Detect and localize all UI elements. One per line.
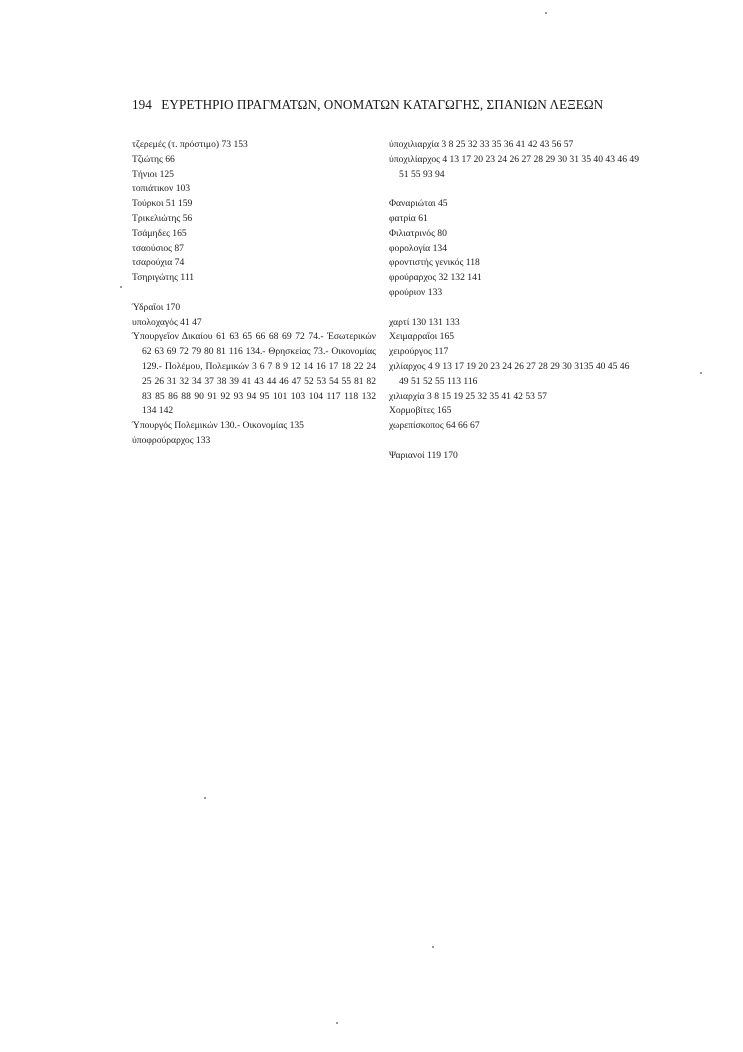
index-entry: Ύπουργεΐον Δικαίου 61 63 65 66 68 69 72 74.- Έσωτερικών 62 63 69 72 79 80 81 116 134.- Θρησκείας 73.- Οικονομίας 129.- Πολέμου, Πολεμικών 3 6 7 8 9 12 14 16 17 18 22 24 25 26 31 32 34 37 38 39 41 43 44 46 47 52 53 54 55 81 82 83 85 86 88 90 91 92 93 94 95 101 103 104 117 118 132 134 142 [132, 331, 376, 417]
index-entry: τσαρούχια 74 [132, 257, 185, 269]
group-spacer [389, 434, 641, 449]
index-entry: φορολογία 134 [389, 242, 448, 254]
scan-speck [700, 372, 702, 374]
index-entry: ύποχιλιαρχία 3 8 25 32 33 35 36 41 42 43 56 57 [389, 139, 574, 150]
index-entry: τσαούσιος 87 [132, 242, 184, 254]
index-entry: Τήνιοι 125 [132, 168, 174, 180]
index-entry: ύποφρούραρχος 133 [132, 434, 211, 446]
index-entry: Χειμαρραΐοι 165 [389, 331, 455, 343]
index-entry: φρούριον 133 [389, 286, 443, 298]
index-entry: Χορμοβίτες 165 [389, 405, 452, 417]
index-entry: Τρικελιώτης 56 [132, 212, 193, 224]
group-spacer [132, 286, 376, 301]
page-number: 194 [132, 97, 152, 112]
index-entry: Τσάμηδες 165 [132, 227, 187, 239]
scan-speck [432, 946, 434, 948]
group-spacer [389, 182, 641, 197]
scan-speck [545, 12, 547, 14]
index-entry: φατρία 61 [389, 212, 428, 224]
index-entry: χωρεπίσκοπος 64 66 67 [389, 420, 480, 432]
index-entry: χιλιαρχία 3 8 15 19 25 32 35 41 42 53 57 [389, 390, 547, 402]
index-entry: Ύδραΐοι 170 [132, 301, 181, 313]
index-entry: υπολοχαγός 41 47 [132, 316, 202, 328]
index-entry: χαρτί 130 131 133 [389, 316, 460, 328]
index-entry: τζερεμές (τ. πρόστιμο) 73 153 [132, 139, 248, 150]
page-title: ΕΥΡΕΤΗΡΙΟ ΠΡΑΓΜΑΤΩΝ, ΟΝΟΜΑΤΩΝ ΚΑΤΑΓΩΓΗΣ, ΣΠΑΝΙΩΝ ΛΕΞΕΩΝ [161, 97, 604, 112]
index-entry: φρούραρχος 32 132 141 [389, 272, 482, 284]
scan-speck [204, 797, 206, 799]
scan-speck [120, 286, 122, 288]
page-header [132, 97, 652, 113]
index-entry: Τζιώτης 66 [132, 153, 175, 165]
index-entry: Τσηριγώτης 111 [132, 272, 195, 284]
index-entry: Ύπουργός Πολεμικών 130.- Οικονομίας 135 [132, 420, 304, 432]
index-entry: φροντιστής γενικός 118 [389, 257, 480, 269]
index-entry: τοπιάτικον 103 [132, 183, 191, 195]
index-entry: χιλίαρχος 4 9 13 17 19 20 23 24 26 27 28 29 30 3135 40 45 46 49 51 52 55 113 116 [389, 360, 630, 387]
index-entry: Τούρκοι 51 159 [132, 198, 193, 210]
scan-speck [336, 1022, 338, 1024]
index-column-left [132, 138, 376, 449]
index-entry: Ψαριανοί 119 170 [389, 449, 458, 461]
index-column-right [389, 138, 641, 464]
index-entry: ύποχιλίαρχος 4 13 17 20 23 24 26 27 28 29 30 31 35 40 43 46 49 51 55 93 94 [389, 153, 639, 180]
index-entry: χειρούργος 117 [389, 346, 449, 358]
group-spacer [389, 301, 641, 316]
index-entry: Φιλιατρινός 80 [389, 227, 447, 239]
index-entry: Φαναριώται 45 [389, 198, 448, 210]
